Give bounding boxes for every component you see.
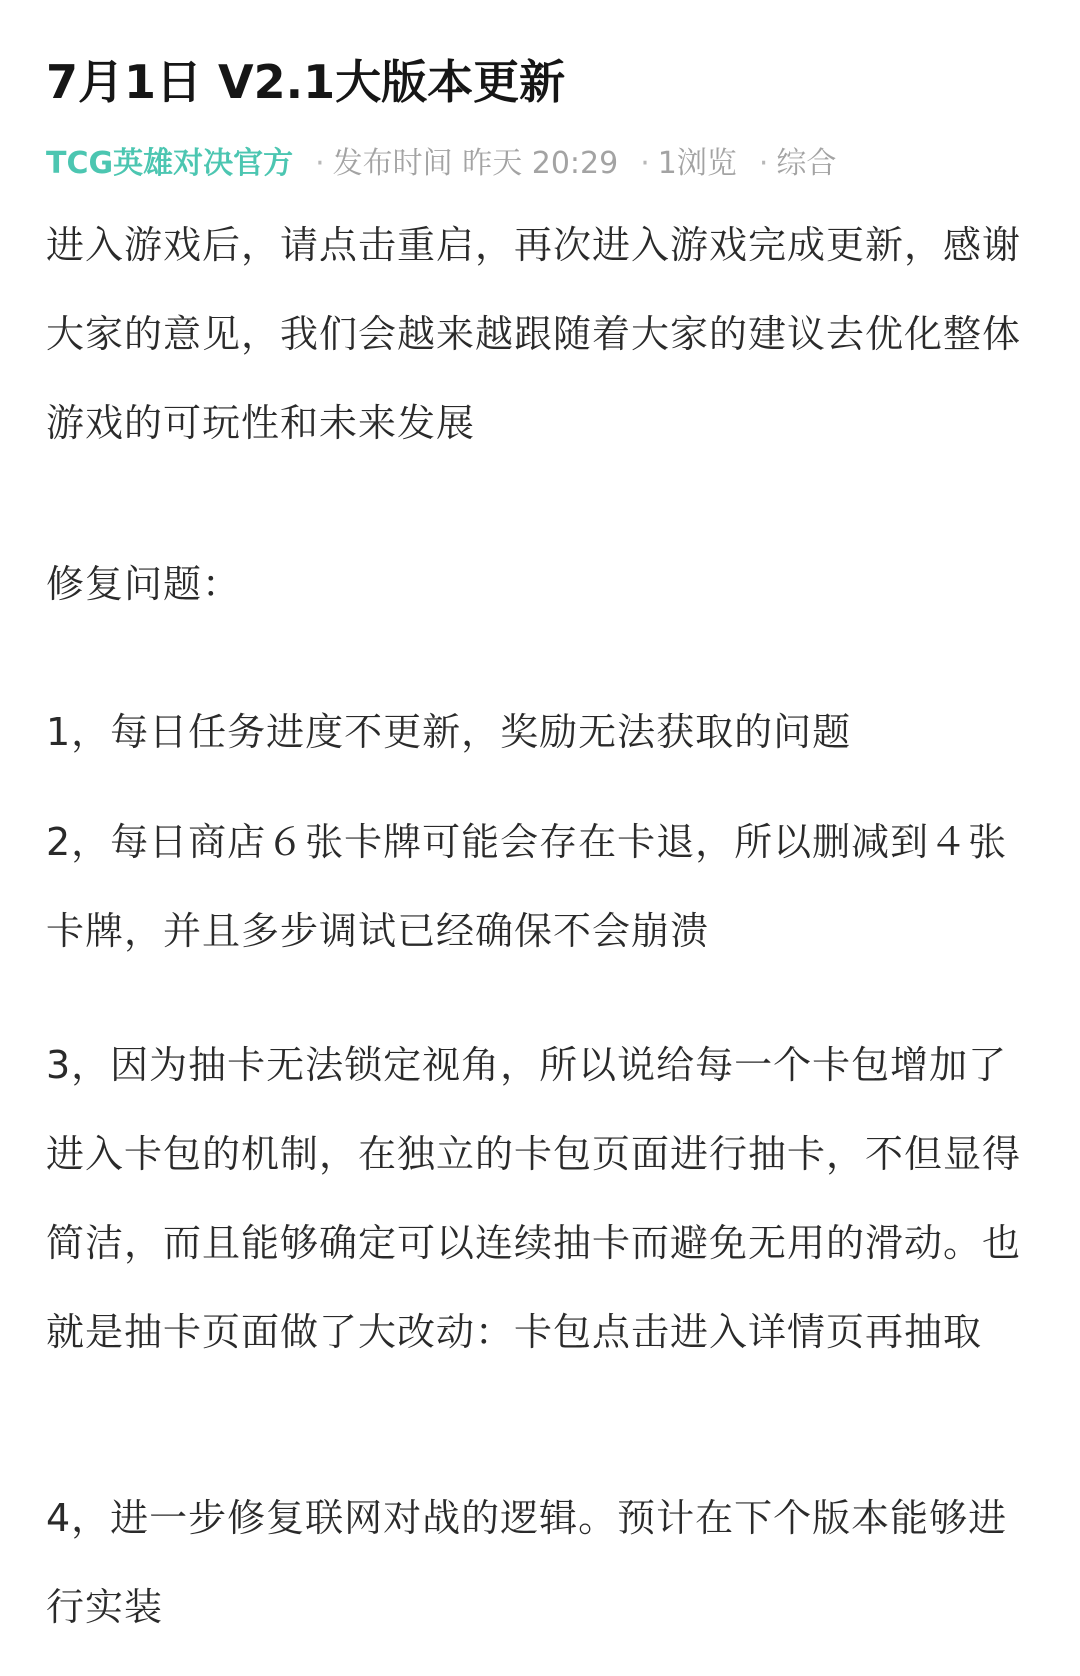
meta-separator: ·: [758, 146, 769, 181]
fix-item-3: 3，因为抽卡无法锁定视角，所以说给每一个卡包增加了进入卡包的机制，在独立的卡包页面进行抽卡，不但显得简洁，而且能够确定可以连续抽卡而避免无用的滑动。也就是抽卡页面做了大改动：卡包点击进入详情页再抽取: [46, 1043, 1022, 1354]
fix-item-4: 4，进一步修复联网对战的逻辑。预计在下个版本能够进行实装: [46, 1496, 1008, 1629]
post-category[interactable]: 综合: [776, 146, 837, 181]
meta-separator: ·: [640, 146, 650, 181]
author-name[interactable]: TCG英雄对决官方: [46, 146, 294, 181]
fix-item-1: 1，每日任务进度不更新，奖励无法获取的问题: [46, 710, 852, 754]
publish-time: 发布时间 昨天 20:29: [332, 146, 619, 181]
intro-paragraph: 进入游戏后，请点击重启，再次进入游戏完成更新，感谢大家的意见，我们会越来越跟随着大家的建议去优化整体游戏的可玩性和未来发展: [46, 223, 1022, 445]
fix-item-2: 2，每日商店６张卡牌可能会存在卡退，所以删减到４张卡牌，并且多步调试已经确保不会崩溃: [46, 820, 1008, 953]
meta-separator: ·: [315, 146, 325, 181]
post-meta: [46, 140, 836, 188]
view-count: 1浏览: [657, 146, 737, 181]
post-title: 7月1日 V2.1大版本更新: [46, 55, 566, 109]
fixes-heading: 修复问题：: [46, 562, 242, 606]
